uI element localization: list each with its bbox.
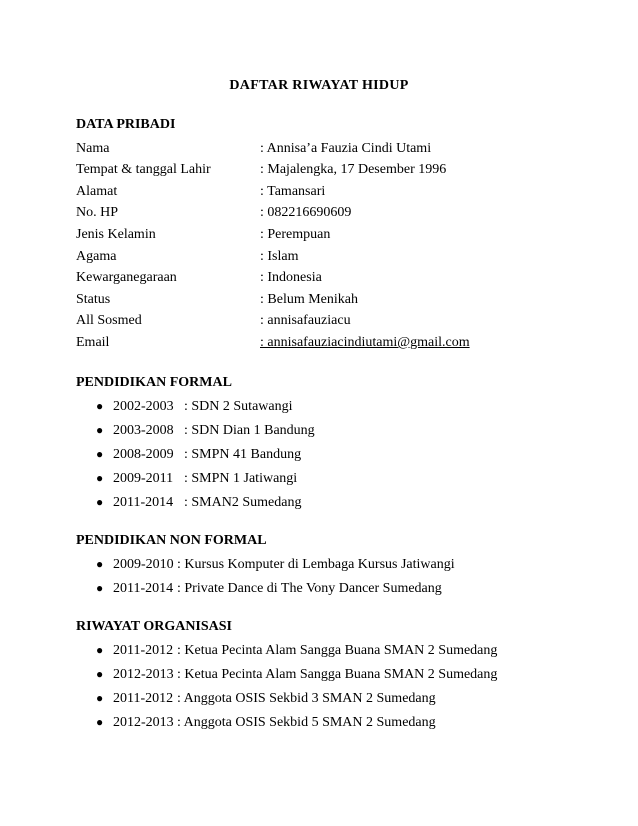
- list-item-year: 2011-2012: [113, 691, 174, 706]
- section-heading-data-pribadi: DATA PRIBADI: [76, 117, 176, 132]
- list-item-desc: : Ketua Pecinta Alam Sangga Buana SMAN 2 Sumedang: [177, 667, 498, 682]
- list-item-desc: : SDN Dian 1 Bandung: [184, 423, 315, 438]
- personal-row-kewarganegaraan: [76, 270, 576, 288]
- personal-label: Tempat & tanggal Lahir: [76, 162, 211, 177]
- personal-label: Email: [76, 335, 110, 350]
- list-item: [96, 581, 556, 599]
- list-item-year: 2008-2009: [113, 447, 174, 462]
- document-title: DAFTAR RIWAYAT HIDUP: [229, 78, 409, 93]
- list-item-year: 2009-2011: [113, 471, 174, 486]
- personal-value: : 082216690609: [260, 205, 352, 220]
- bullet-icon: ●: [96, 581, 104, 595]
- personal-row-email: [76, 335, 576, 353]
- list-item-year: 2011-2012: [113, 643, 174, 658]
- personal-row-nama: [76, 141, 576, 159]
- list-item-year: 2012-2013: [113, 715, 174, 730]
- bullet-icon: ●: [96, 667, 104, 681]
- personal-label: Status: [76, 292, 111, 307]
- list-item: [96, 447, 556, 465]
- bullet-icon: ●: [96, 471, 104, 485]
- list-item-year: 2002-2003: [113, 399, 174, 414]
- list-item: [96, 423, 556, 441]
- personal-value: : Islam: [260, 249, 299, 264]
- bullet-icon: ●: [96, 447, 104, 461]
- personal-label: Agama: [76, 249, 117, 264]
- personal-label: Jenis Kelamin: [76, 227, 156, 242]
- personal-value: : Indonesia: [260, 270, 322, 285]
- list-item-desc: : Ketua Pecinta Alam Sangga Buana SMAN 2 Sumedang: [177, 643, 498, 658]
- email-link[interactable]: : annisafauziacindiutami@gmail.com: [260, 335, 470, 350]
- personal-label: Alamat: [76, 184, 118, 199]
- personal-value: : Belum Menikah: [260, 292, 358, 307]
- bullet-icon: ●: [96, 643, 104, 657]
- personal-label: No. HP: [76, 205, 119, 220]
- list-item: [96, 691, 556, 709]
- bullet-icon: ●: [96, 691, 104, 705]
- list-item-desc: : SMAN2 Sumedang: [184, 495, 302, 510]
- bullet-icon: ●: [96, 399, 104, 413]
- list-item-year: 2009-2010: [113, 557, 174, 572]
- section-heading-riwayat-organisasi: RIWAYAT ORGANISASI: [76, 619, 233, 634]
- personal-row-all-sosmed: [76, 313, 576, 331]
- personal-row-tempat-tanggal-lahir: [76, 162, 576, 180]
- bullet-icon: ●: [96, 557, 104, 571]
- personal-value: : Annisa’a Fauzia Cindi Utami: [260, 141, 432, 156]
- list-item: [96, 471, 556, 489]
- list-item: [96, 399, 556, 417]
- list-item-desc: : SMPN 1 Jatiwangi: [184, 471, 298, 486]
- personal-label: Nama: [76, 141, 110, 156]
- list-item-desc: : Kursus Komputer di Lembaga Kursus Jatiwangi: [177, 557, 455, 572]
- list-item: [96, 495, 556, 513]
- personal-label: Kewarganegaraan: [76, 270, 177, 285]
- list-item: [96, 643, 556, 661]
- personal-label: All Sosmed: [76, 313, 142, 328]
- list-item-year: 2012-2013: [113, 667, 174, 682]
- personal-row-alamat: [76, 184, 576, 202]
- personal-value: : Majalengka, 17 Desember 1996: [260, 162, 447, 177]
- list-item-desc: : SMPN 41 Bandung: [184, 447, 302, 462]
- personal-row-status: [76, 292, 576, 310]
- list-item-desc: : SDN 2 Sutawangi: [184, 399, 293, 414]
- list-item-year: 2003-2008: [113, 423, 174, 438]
- section-heading-pendidikan-formal: PENDIDIKAN FORMAL: [76, 375, 232, 390]
- personal-row-agama: [76, 249, 576, 267]
- personal-row-no-hp: [76, 205, 576, 223]
- personal-row-jenis-kelamin: [76, 227, 576, 245]
- bullet-icon: ●: [96, 495, 104, 509]
- list-item-desc: : Anggota OSIS Sekbid 3 SMAN 2 Sumedang: [177, 691, 436, 706]
- personal-value: : Tamansari: [260, 184, 326, 199]
- list-item-desc: : Anggota OSIS Sekbid 5 SMAN 2 Sumedang: [177, 715, 436, 730]
- list-item-year: 2011-2014: [113, 581, 174, 596]
- section-heading-pendidikan-non-formal: PENDIDIKAN NON FORMAL: [76, 533, 267, 548]
- bullet-icon: ●: [96, 423, 104, 437]
- list-item: [96, 715, 556, 733]
- list-item: [96, 667, 556, 685]
- bullet-icon: ●: [96, 715, 104, 729]
- personal-value: : annisafauziacu: [260, 313, 351, 328]
- list-item: [96, 557, 556, 575]
- list-item-desc: : Private Dance di The Vony Dancer Sumedang: [177, 581, 442, 596]
- personal-value: : Perempuan: [260, 227, 331, 242]
- list-item-year: 2011-2014: [113, 495, 174, 510]
